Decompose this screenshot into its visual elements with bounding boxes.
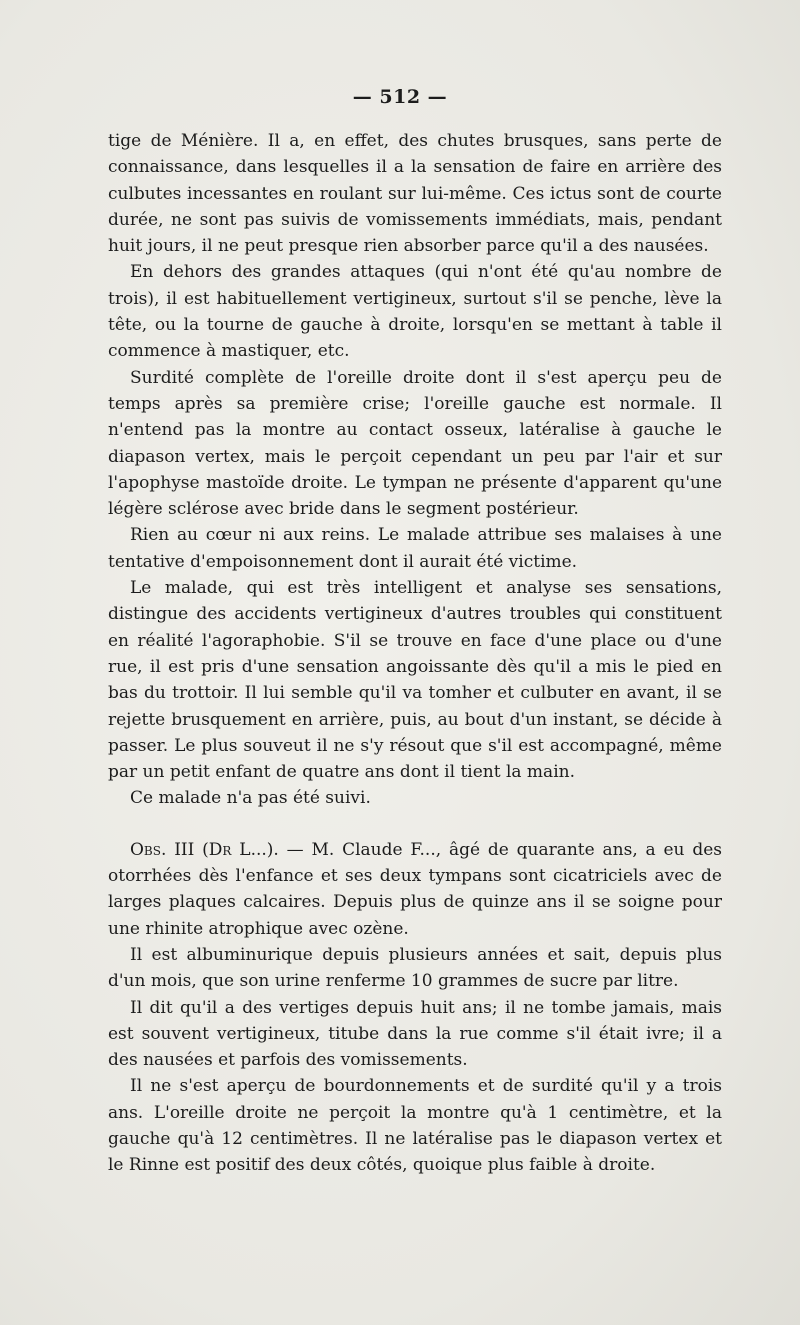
paragraph: Il est albuminurique depuis plusieurs années et sait, depuis plus d'un mois, que son urine renferme 10 grammes de sucre par litre. (108, 944, 722, 992)
paragraph: En dehors des grandes attaques (qui n'ont été qu'au nombre de trois), il est habituellement vertigineux, surtout s'il se penche, lève la tête, ou la tourne de gauche à droite, lorsqu'en se mettant à table il commence à mastiquer, etc. (108, 262, 722, 362)
observation-label: Obs. III (Dr L...). (130, 839, 279, 860)
observation-text: — M. Claude F..., âgé de quarante ans, a eu des otorrhées dès l'enfance et ses deux tympans sont cicatriciels avec de larges plaques calcaires. Depuis plus de quinze ans il se soigne pour une rhinite atrophique avec ozène. (108, 839, 722, 939)
paragraph: Il ne s'est aperçu de bourdonnements et de surdité qu'il y a trois ans. L'oreille droite ne perçoit la montre qu'à 1 centimètre, et la gauche qu'à 12 centimètres. Il ne latéralise pas le diapason vertex et le Rinne est positif des deux côtés, quoique plus faible à droite. (108, 1076, 722, 1176)
paragraph: Ce malade n'a pas été suivi. (130, 788, 371, 809)
paragraph: Il dit qu'il a des vertiges depuis huit ans; il ne tombe jamais, mais est souvent vertigineux, titube dans la rue comme s'il était ivre; il a des nausées et parfois des vomissements. (108, 997, 722, 1071)
paragraph: Le malade, qui est très intelligent et analyse ses sensations, distingue des accidents vertigineux d'autres troubles qui constituent en réalité l'agoraphobie. S'il se trouve en face d'une place ou d'une rue, il est pris d'une sensation angoissante dès qu'il a mis le pied en bas du trottoir. Il lui semble qu'il va tomher et culbuter en avant, il se rejette brusquement en arrière, puis, au bout d'un instant, se décide à passer. Le plus souveut il ne s'y résout que s'il est accompagné, même par un petit enfant de quatre ans dont il tient la main. (108, 578, 722, 783)
observation-paragraph (108, 837, 722, 942)
paragraph: tige de Ménière. Il a, en effet, des chutes brusques, sans perte de connaissance, dans lesquelles il a la sensation de faire en arrière des culbutes incessantes en roulant sur lui-même. Ces ictus sont de courte durée, ne sont pas suivis de vomissements immédiats, mais, pendant huit jours, il ne peut presque rien absorber parce qu'il a des nausées. (108, 131, 722, 257)
paragraph: Surdité complète de l'oreille droite dont il s'est aperçu peu de temps après sa première crise; l'oreille gauche est normale. Il n'entend pas la montre au contact osseux, latéralise à gauche le diapason vertex, mais le perçoit cependant un peu par l'air et sur l'apophyse mastoïde droite. Le tympan ne présente d'apparent qu'une légère sclérose avec bride dans le segment postérieur. (108, 367, 722, 520)
body-text (108, 128, 722, 1179)
page-number: — 512 — (352, 86, 448, 108)
paragraph: Rien au cœur ni aux reins. Le malade attribue ses malaises à une tentative d'empoisonnement dont il aurait été victime. (108, 525, 722, 572)
section-gap (108, 812, 722, 837)
